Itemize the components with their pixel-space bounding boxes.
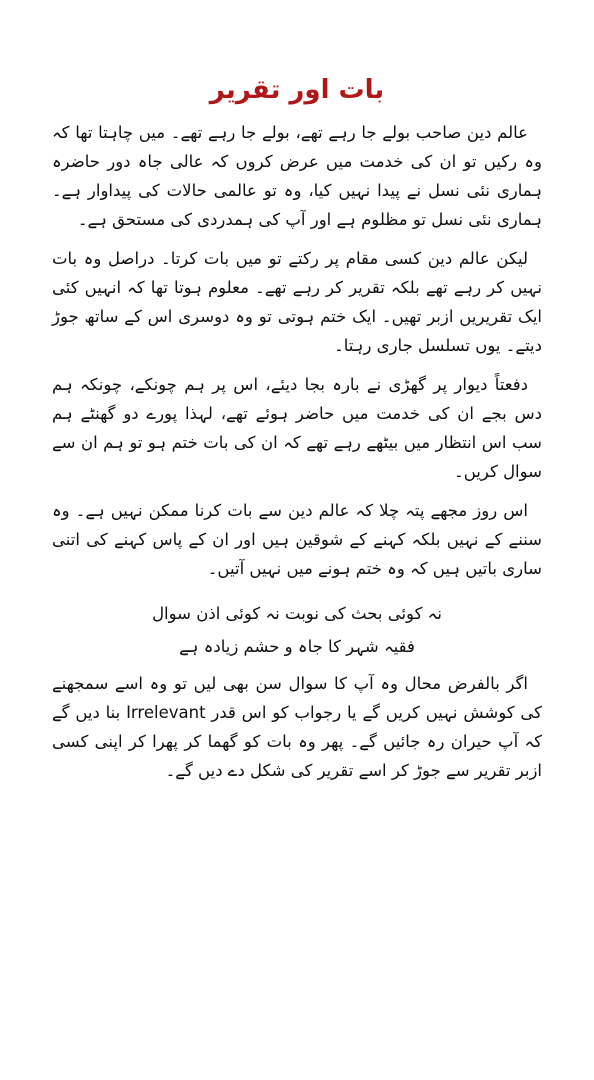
verse-couplet [52, 597, 542, 663]
verse-line-2: فقیہ شہر کا جاہ و حشم زیادہ ہے [179, 637, 415, 656]
paragraph-1: عالم دین صاحب بولے جا رہے تھے، بولے جا رہے تھے۔ میں چاہتا تھا کہ وہ رکیں تو ان کی خدمت میں عرض کروں کہ عالی جاہ دور حاضرہ ہماری نئی نسل نے پیدا نہیں کیا، وہ تو عالمی حالات کی پیداوار ہے۔ ہماری نئی نسل تو مظلوم ہے اور آپ کی ہمدردی کی مستحق ہے۔ [52, 123, 542, 229]
paragraph-3: دفعتاً دیوار پر گھڑی نے بارہ بجا دیئے، اس پر ہم چونکے، چونکہ ہم دس بجے ان کی خدمت میں حاضر ہوئے تھے، لہذا پورے دو گھنٹے ہم سب اس انتظار میں بیٹھے رہے تھے کہ ان کی بات ختم ہو تو ہم ان سے سوال کریں۔ [52, 375, 542, 481]
paragraph-closing: اگر بالفرض محال وہ آپ کا سوال سن بھی لیں تو وہ اسے سمجھنے کی کوشش نہیں کریں گے یا رجواب کو اس قدر Irrelevant بنا دیں گے کہ آپ حیران رہ جائیں گے۔ پھر وہ بات کو گھما کر پھرا کر اپنی کسی ازبر تقریر سے جوڑ کر اسے تقریر کی شکل دے دیں گے۔ [52, 674, 542, 780]
article-body [52, 118, 542, 795]
paragraph-4: اس روز مجھے پتہ چلا کہ عالم دین سے بات کرنا ممکن نہیں ہے۔ وہ سننے کے نہیں بلکہ کہنے کے شوقین ہیں اور ان کے پاس کہنے کی اتنی ساری باتیں ہیں کہ وہ ختم ہونے میں نہیں آتیں۔ [52, 501, 542, 578]
paragraph-2: لیکن عالم دین کسی مقام پر رکتے تو میں بات کرتا۔ دراصل وہ بات نہیں کر رہے تھے بلکہ تقریر کر رہے تھے۔ معلوم ہوتا تھا کہ انہیں کئی ایک تقریریں ازبر تھیں۔ ایک ختم ہوتی تو وہ دوسری اس کے ساتھ جوڑ دیتے۔ یوں تسلسل جاری رہتا۔ [52, 249, 542, 355]
page-title: بات اور تقریر [209, 75, 385, 105]
verse-line-1: نہ کوئی بحث کی نوبت نہ کوئی اذن سوال [152, 604, 442, 623]
